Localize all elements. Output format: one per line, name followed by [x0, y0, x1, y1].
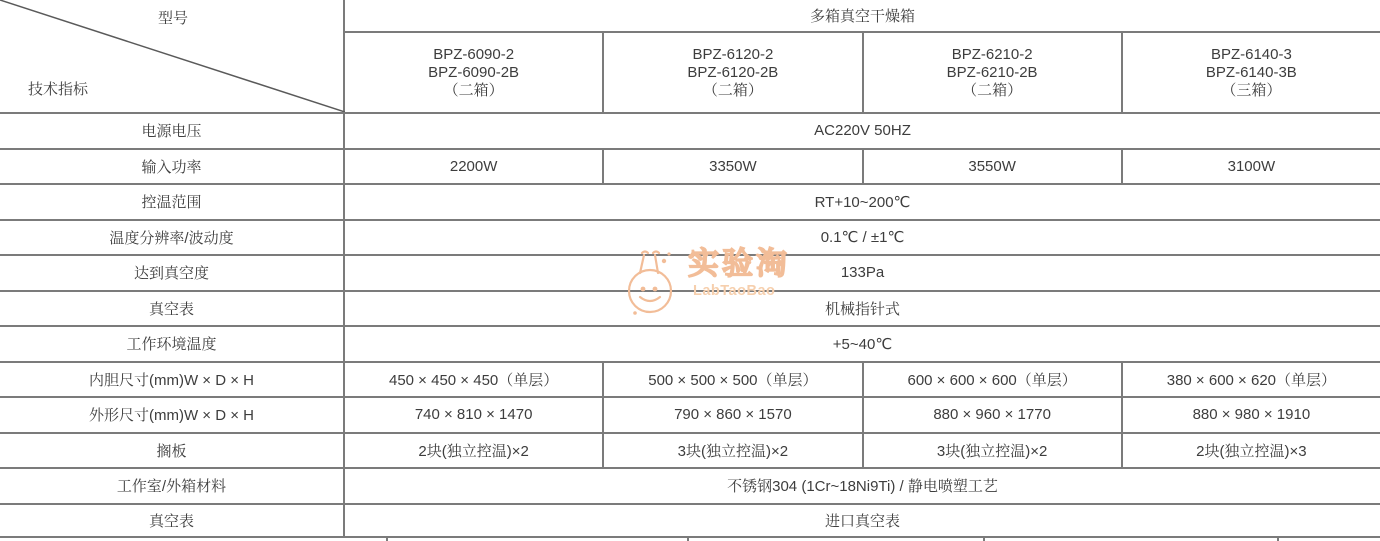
row-value-span: 0.1℃ / ±1℃	[820, 229, 905, 247]
model-column-header	[345, 33, 602, 112]
table-row	[0, 148, 1380, 184]
model-chamber-count: （二箱）	[962, 81, 1023, 99]
row-value-span: 不锈钢304 (1Cr~18Ni9Ti) / 静电喷塑工艺	[727, 478, 998, 496]
row-value: 790 × 860 × 1570	[602, 398, 861, 432]
row-value-span: RT+10~200℃	[814, 193, 911, 211]
product-title: 多箱真空干燥箱	[345, 0, 1380, 33]
row-value: 600 × 600 × 600（单层）	[862, 363, 1121, 397]
model-column-header	[862, 33, 1121, 112]
table-row	[0, 219, 1380, 255]
row-label: 内胆尺寸(mm)W × D × H	[0, 363, 345, 397]
row-value: 3块(独立控温)×2	[862, 434, 1121, 468]
table-row	[0, 290, 1380, 326]
model-name: BPZ-6090-2B	[428, 63, 520, 81]
row-value: 2块(独立控温)×3	[1121, 434, 1380, 468]
row-value: 450 × 450 × 450（单层）	[388, 371, 559, 389]
row-value: 500 × 500 × 500（单层）	[602, 363, 861, 397]
model-chamber-count: （二箱）	[702, 81, 763, 99]
corner-cell	[0, 0, 345, 112]
table-row	[0, 396, 1380, 432]
table-row	[0, 432, 1380, 468]
model-header-row	[345, 33, 1380, 112]
model-chamber-count: （二箱）	[443, 81, 504, 99]
row-value: 3100W	[1121, 150, 1380, 184]
row-label: 工作室/外箱材料	[0, 469, 345, 503]
model-name: BPZ-6090-2	[433, 45, 515, 63]
model-name: BPZ-6140-3	[1210, 45, 1292, 63]
row-label: 搁板	[0, 434, 345, 468]
row-value: 880 × 960 × 1770	[862, 398, 1121, 432]
table-row	[0, 112, 1380, 148]
model-name: BPZ-6210-2B	[946, 63, 1038, 81]
row-value: 2200W	[449, 157, 498, 175]
row-value-span: 进口真空表	[824, 512, 900, 530]
model-name: BPZ-6120-2	[692, 45, 774, 63]
row-value: 380 × 600 × 620（单层）	[1121, 363, 1380, 397]
row-value-span: 133Pa	[840, 264, 885, 282]
table-row	[0, 361, 1380, 397]
table-row	[0, 183, 1380, 219]
watermark-cn-label: 实验淘	[688, 246, 790, 281]
row-label: 达到真空度	[0, 256, 345, 290]
table-row	[0, 467, 1380, 503]
table-row	[0, 503, 1380, 539]
row-label: 真空表	[0, 292, 345, 326]
row-label: 真空表	[0, 505, 345, 537]
corner-top-label: 型号	[158, 10, 189, 27]
model-chamber-count: （三箱）	[1221, 81, 1282, 99]
row-value: 3350W	[602, 150, 861, 184]
row-label: 输入功率	[0, 150, 345, 184]
row-label: 外形尺寸(mm)W × D × H	[0, 398, 345, 432]
row-value-span: +5~40℃	[832, 335, 893, 353]
row-label: 控温范围	[0, 185, 345, 219]
table-row	[0, 325, 1380, 361]
row-value: 3块(独立控温)×2	[602, 434, 861, 468]
row-value-span: 机械指针式	[824, 300, 900, 318]
table-header	[0, 0, 1380, 112]
model-column-header	[602, 33, 861, 112]
row-label: 工作环境温度	[0, 327, 345, 361]
model-column-header	[1121, 33, 1380, 112]
row-label: 温度分辨率/波动度	[0, 221, 345, 255]
row-value: 880 × 980 × 1910	[1121, 398, 1380, 432]
model-name: BPZ-6210-2	[951, 45, 1033, 63]
model-name: BPZ-6140-3B	[1205, 63, 1297, 81]
table-row	[0, 254, 1380, 290]
watermark-en-label: LabTaoBao	[693, 283, 776, 300]
row-value: 3550W	[862, 150, 1121, 184]
row-value: 2块(独立控温)×2	[418, 442, 529, 460]
row-value-span: AC220V 50HZ	[814, 122, 911, 140]
row-label: 电源电压	[0, 114, 345, 148]
row-value: 740 × 810 × 1470	[414, 406, 533, 424]
header-right	[345, 0, 1380, 112]
corner-bottom-label: 技术指标	[28, 81, 89, 98]
model-name: BPZ-6120-2B	[687, 63, 779, 81]
